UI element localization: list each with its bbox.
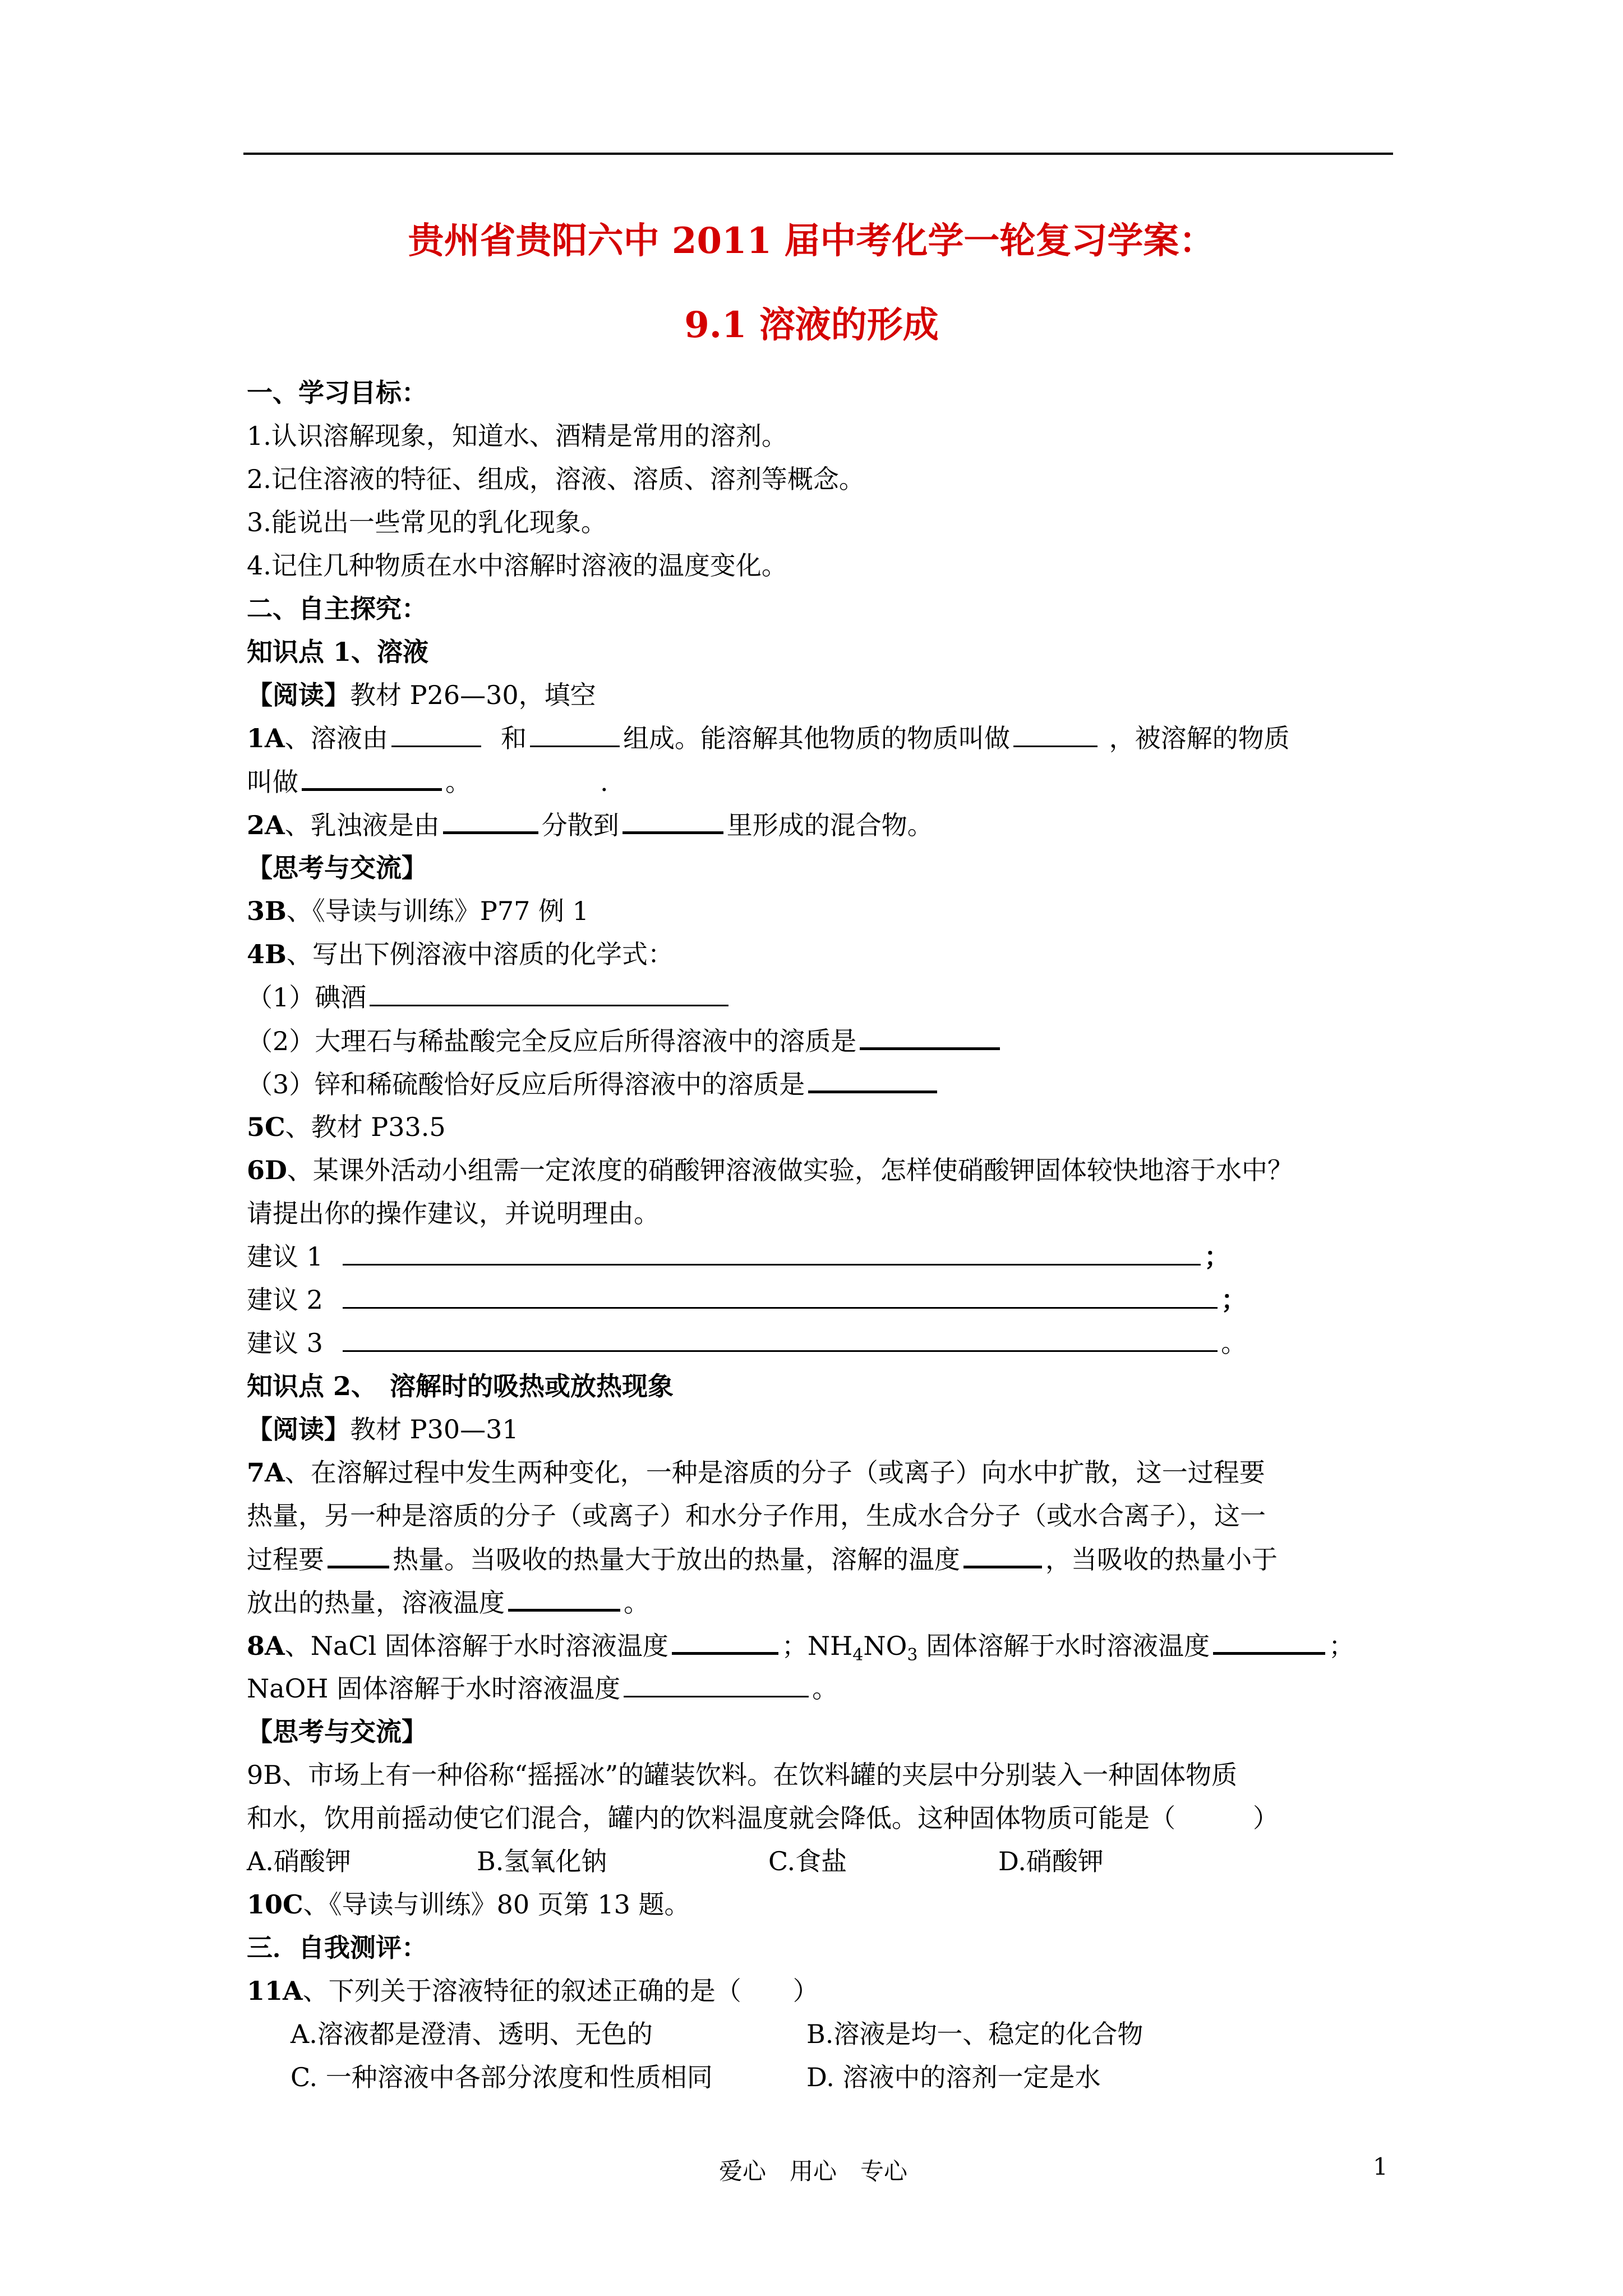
question-number: 6D <box>247 1155 287 1185</box>
question-text: 、下列关于溶液特征的叙述正确的是（ ） <box>302 1976 819 2006</box>
question-text: 、在溶解过程中发生两种变化，一种是溶质的分子（或离子）向水中扩散，这一过程要 <box>284 1457 1265 1488</box>
section-heading: 一、学习目标： <box>247 378 427 408</box>
option-b[interactable]: B.氢氧化钠 <box>477 1846 607 1876</box>
answer-blank[interactable] <box>302 760 442 791</box>
think-heading: 【思考与交流】 <box>247 1717 427 1747</box>
question-1-cont <box>247 760 1396 803</box>
subscript: 3 <box>907 1645 918 1665</box>
question-number: 8A <box>247 1631 285 1661</box>
question-number: 11A <box>247 1976 303 2006</box>
reading-text: 教材 P26—30，填空 <box>350 680 596 710</box>
answer-blank[interactable] <box>860 1019 1000 1050</box>
question-7 <box>247 1451 1396 1494</box>
question-text: 放出的热量，溶液温度 <box>247 1588 505 1618</box>
question-text: ，当吸收的热量小于 <box>1045 1544 1278 1575</box>
reading-instruction <box>247 674 1396 717</box>
goal-item: 1.认识溶解现象，知道水、酒精是常用的溶剂。 <box>247 421 787 451</box>
question-text: 、写出下例溶液中溶质的化学式： <box>286 939 674 969</box>
suggestion-1 <box>247 1235 1396 1278</box>
answer-blank[interactable] <box>391 717 481 747</box>
goal-item: 4.记住几种物质在水中溶解时溶液的温度变化。 <box>247 550 787 581</box>
option-d[interactable]: D.硝酸钾 <box>998 1846 1104 1876</box>
punct: ； <box>1204 1241 1230 1272</box>
question-text: 、某课外活动小组需一定浓度的硝酸钾溶液做实验，怎样使硝酸钾固体较快地溶于水中？ <box>287 1155 1293 1185</box>
question-text: ；NH <box>781 1631 853 1661</box>
answer-blank[interactable] <box>508 1581 620 1612</box>
suggestion-label: 建议 2 <box>247 1285 323 1315</box>
answer-blank[interactable] <box>370 977 728 1006</box>
question-7-cont <box>247 1581 1396 1624</box>
question-4-2 <box>247 1019 1396 1062</box>
question-text: 、《导读与训练》80 页第 13 题。 <box>303 1889 690 1920</box>
question-4-1 <box>247 976 1396 1019</box>
suggestion-label: 建议 1 <box>247 1241 323 1272</box>
knowledge-point-heading: 知识点 1、溶液 <box>247 637 429 667</box>
answer-blank[interactable] <box>328 1538 389 1568</box>
punct: 。 <box>812 1673 838 1704</box>
question-number: 5C <box>247 1112 285 1142</box>
option-c[interactable]: C. 一种溶液中各部分浓度和性质相同 <box>291 2062 713 2092</box>
question-9: 9B、市场上有一种俗称“摇摇冰”的罐装饮料。在饮料罐的夹层中分别装入一种固体物质 <box>247 1760 1238 1790</box>
footer-slogan: 爱心 用心 专心 <box>718 2157 907 2185</box>
reading-instruction <box>247 1408 1396 1451</box>
question-11-options <box>247 2056 1396 2099</box>
question-text: 、教材 P33.5 <box>285 1112 446 1142</box>
header-rule <box>243 153 1393 155</box>
knowledge-point-heading: 知识点 2、 溶解时的吸热或放热现象 <box>247 1371 674 1401</box>
question-7-cont <box>247 1538 1396 1581</box>
answer-blank[interactable] <box>443 803 538 834</box>
question-text: 、乳浊液是由 <box>284 810 440 840</box>
option-d[interactable]: D. 溶液中的溶剂一定是水 <box>806 2062 1101 2092</box>
think-heading: 【思考与交流】 <box>247 853 427 883</box>
punct: 。 <box>1221 1328 1247 1358</box>
question-text: NaOH 固体溶解于水时溶液温度 <box>247 1673 621 1704</box>
option-c[interactable]: C.食盐 <box>768 1846 847 1876</box>
question-text: 。 <box>624 1588 649 1618</box>
question-text: （2）大理石与稀盐酸完全反应后所得溶液中的溶质是 <box>247 1026 857 1056</box>
option-a[interactable]: A.硝酸钾 <box>247 1846 351 1876</box>
goal-item: 2.记住溶液的特征、组成，溶液、溶质、溶剂等概念。 <box>247 464 865 494</box>
question-text: 。 <box>445 767 471 797</box>
answer-blank[interactable] <box>672 1624 778 1655</box>
option-b[interactable]: B.溶液是均一、稳定的化合物 <box>806 2019 1144 2049</box>
question-9-options <box>247 1840 1396 1883</box>
question-5 <box>247 1106 1396 1149</box>
question-4-3 <box>247 1062 1396 1106</box>
question-text: 叫做 <box>247 767 298 797</box>
answer-blank[interactable] <box>343 1279 1218 1309</box>
page-number: 1 <box>1373 2153 1388 2180</box>
question-number: 2A <box>247 810 285 840</box>
reading-tag: 【阅读】 <box>247 680 350 710</box>
page-title: 贵州省贵阳六中 2011 届中考化学一轮复习学案： <box>408 220 1215 262</box>
question-text: 组成。能溶解其他物质的物质叫做 <box>623 723 1010 753</box>
question-number: 10C <box>247 1889 303 1920</box>
suggestion-3 <box>247 1322 1396 1365</box>
answer-blank[interactable] <box>624 1668 809 1697</box>
question-3 <box>247 890 1396 933</box>
question-11 <box>247 1970 1396 2013</box>
question-1 <box>247 717 1396 760</box>
question-text: 、《导读与训练》P77 例 1 <box>286 896 589 926</box>
question-8 <box>247 1624 1396 1667</box>
answer-blank[interactable] <box>1213 1624 1325 1655</box>
document-body <box>247 371 1396 2099</box>
question-6 <box>247 1149 1396 1192</box>
question-text: NO <box>863 1631 907 1661</box>
answer-blank[interactable] <box>963 1538 1042 1568</box>
question-7-cont: 热量，另一种是溶质的分子（或离子）和水分子作用，生成水合分子（或水合离子），这一 <box>247 1501 1266 1531</box>
question-text: 热量。当吸收的热量大于放出的热量，溶解的温度 <box>393 1544 960 1575</box>
punct: ； <box>1221 1285 1247 1315</box>
reading-text: 教材 P30—31 <box>350 1414 519 1444</box>
question-text: 过程要 <box>247 1544 324 1575</box>
answer-blank[interactable] <box>808 1062 937 1093</box>
goal-item: 3.能说出一些常见的乳化现象。 <box>247 507 607 537</box>
stray-dot: . <box>600 767 608 797</box>
question-number: 1A <box>247 723 285 753</box>
question-8-cont <box>247 1667 1396 1710</box>
answer-blank[interactable] <box>343 1236 1201 1266</box>
answer-blank[interactable] <box>1013 717 1098 747</box>
question-text: 里形成的混合物。 <box>726 810 933 840</box>
question-text: （1）碘酒 <box>247 982 367 1013</box>
suggestion-label: 建议 3 <box>247 1328 323 1358</box>
question-10 <box>247 1883 1396 1926</box>
reading-tag: 【阅读】 <box>247 1414 350 1444</box>
punct: ； <box>1329 1631 1355 1661</box>
section-heading: 二、自主探究： <box>247 593 427 624</box>
question-number: 3B <box>247 896 287 926</box>
question-11-options <box>247 2013 1396 2056</box>
question-number: 4B <box>247 939 287 969</box>
question-number: 7A <box>247 1457 285 1488</box>
question-2 <box>247 803 1396 846</box>
option-a[interactable]: A.溶液都是澄清、透明、无色的 <box>291 2019 653 2049</box>
question-text: （3）锌和稀硫酸恰好反应后所得溶液中的溶质是 <box>247 1069 805 1099</box>
question-text: 、NaCl 固体溶解于水时溶液温度 <box>284 1631 668 1661</box>
subscript: 4 <box>852 1645 864 1665</box>
answer-blank[interactable] <box>623 803 723 834</box>
question-text: 和 <box>500 723 527 753</box>
section-heading: 三．自我测评： <box>247 1932 427 1963</box>
question-text: 、溶液由 <box>284 723 388 753</box>
question-9-cont: 和水，饮用前摇动使它们混合，罐内的饮料温度就会降低。这种固体物质可能是（ ） <box>247 1803 1279 1833</box>
question-text: ，被溶解的物质 <box>1109 723 1290 753</box>
question-4 <box>247 933 1396 976</box>
question-text: 固体溶解于水时溶液温度 <box>917 1631 1210 1661</box>
answer-blank[interactable] <box>530 717 620 747</box>
suggestion-2 <box>247 1278 1396 1322</box>
question-6-cont: 请提出你的操作建议，并说明理由。 <box>247 1198 660 1228</box>
answer-blank[interactable] <box>343 1322 1218 1352</box>
question-text: 分散到 <box>541 810 619 840</box>
page-subtitle: 9.1 溶液的形成 <box>684 304 939 346</box>
